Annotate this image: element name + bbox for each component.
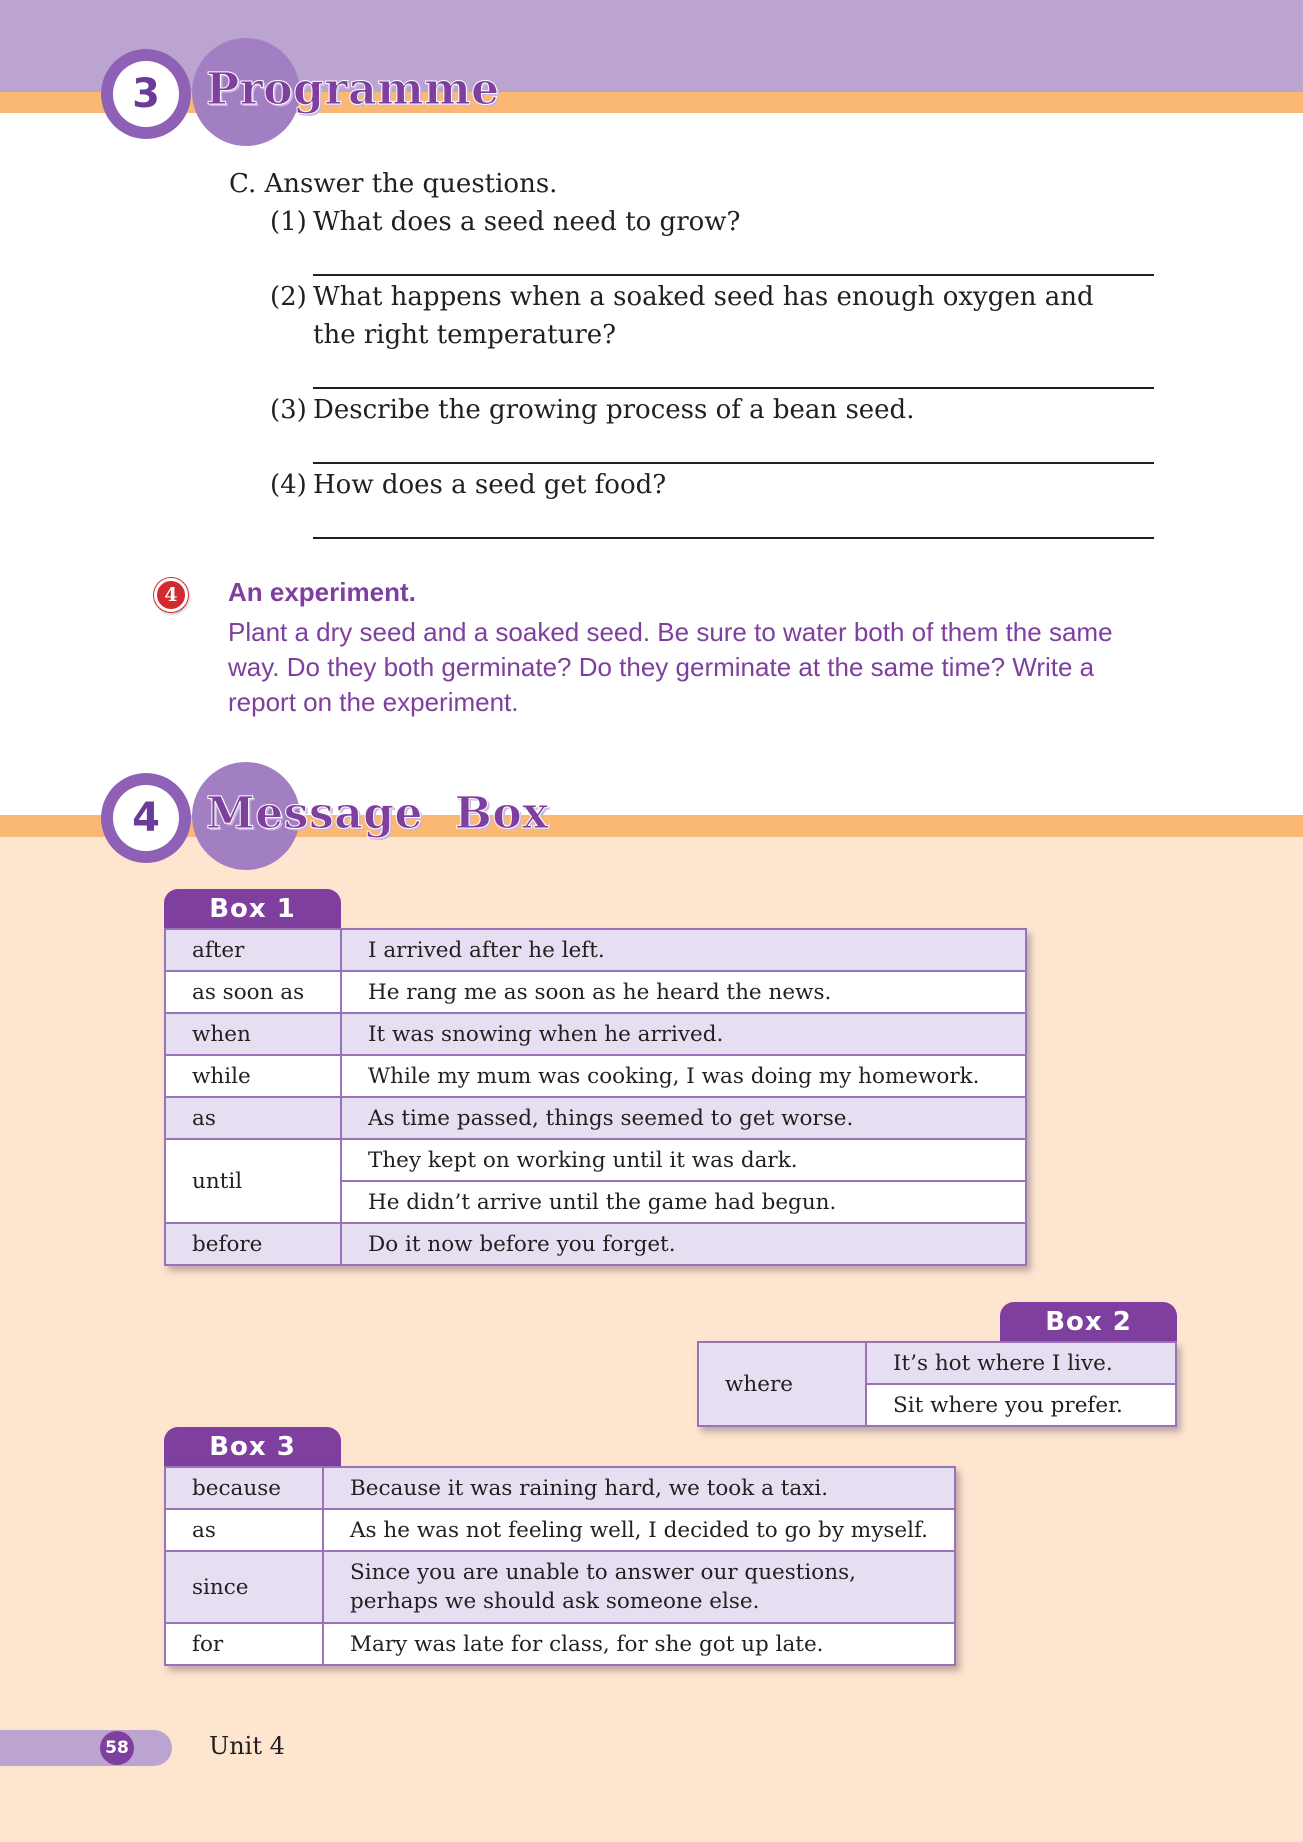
section-number: 4 xyxy=(113,785,179,851)
example-sentence: As he was not feeling well, I decided to go by myself. xyxy=(323,1509,955,1551)
section-number: 3 xyxy=(113,61,179,127)
box-3-table xyxy=(164,1466,956,1666)
question-number: (1) xyxy=(270,207,307,237)
question-number: (4) xyxy=(270,470,307,500)
answer-line xyxy=(313,387,1154,389)
example-sentence: As time passed, things seemed to get worse. xyxy=(341,1097,1026,1139)
example-sentence: Sit where you prefer. xyxy=(866,1384,1176,1426)
conjunction: while xyxy=(165,1055,341,1097)
example-sentence: Because it was raining hard, we took a taxi. xyxy=(323,1467,955,1509)
section-number-badge xyxy=(101,49,191,139)
question-text: Describe the growing process of a bean seed. xyxy=(313,395,915,425)
table-row xyxy=(165,971,1026,1013)
question-number: (2) xyxy=(270,282,307,312)
section-number-badge xyxy=(101,773,191,863)
box-2-table xyxy=(697,1341,1177,1427)
example-sentence: While my mum was cooking, I was doing my homework. xyxy=(341,1055,1026,1097)
footer-tab xyxy=(0,1730,172,1766)
conjunction: for xyxy=(165,1623,323,1665)
table-row xyxy=(165,1097,1026,1139)
conjunction: as soon as xyxy=(165,971,341,1013)
table-row xyxy=(698,1342,1176,1384)
table-row xyxy=(165,1013,1026,1055)
conjunction: as xyxy=(165,1509,323,1551)
question-text-continued: the right temperature? xyxy=(313,320,617,350)
conjunction: since xyxy=(165,1551,323,1623)
table-row xyxy=(165,929,1026,971)
activity-number-badge: 4 xyxy=(154,578,188,612)
example-sentence: They kept on working until it was dark. xyxy=(341,1139,1026,1181)
table-row xyxy=(165,1509,955,1551)
box-1-label: Box 1 xyxy=(164,889,341,929)
example-sentence: It’s hot where I live. xyxy=(866,1342,1176,1384)
table-row xyxy=(165,1551,955,1623)
table-row xyxy=(165,1139,1026,1181)
example-sentence: Mary was late for class, for she got up late. xyxy=(323,1623,955,1665)
unit-label: Unit 4 xyxy=(209,1732,285,1760)
question-text: How does a seed get food? xyxy=(313,470,667,500)
conjunction: after xyxy=(165,929,341,971)
answer-line xyxy=(313,462,1154,464)
example-sentence: He rang me as soon as he heard the news. xyxy=(341,971,1026,1013)
box-2-label: Box 2 xyxy=(1000,1302,1177,1342)
box-3-label: Box 3 xyxy=(164,1427,341,1467)
section-title: Message Box xyxy=(206,788,549,839)
example-sentence: Since you are unable to answer our questions, perhaps we should ask someone else. xyxy=(323,1551,955,1623)
question-text: What does a seed need to grow? xyxy=(313,207,741,237)
answer-line xyxy=(313,274,1154,276)
question-text: What happens when a soaked seed has enough oxygen and xyxy=(313,282,1094,312)
table-row xyxy=(165,1055,1026,1097)
activity-title: An experiment. xyxy=(228,577,416,607)
table-row xyxy=(165,1467,955,1509)
table-row xyxy=(165,1223,1026,1265)
box-1-table xyxy=(164,928,1027,1266)
example-sentence: I arrived after he left. xyxy=(341,929,1026,971)
conjunction: as xyxy=(165,1097,341,1139)
question-number: (3) xyxy=(270,395,307,425)
conjunction: when xyxy=(165,1013,341,1055)
activity-instructions: Plant a dry seed and a soaked seed. Be sure to water both of them the same way. Do they both germinate? Do they germinate at the same time? Write a report on the experiment. xyxy=(228,617,1113,717)
example-sentence: Do it now before you forget. xyxy=(341,1223,1026,1265)
page-number: 58 xyxy=(100,1731,134,1765)
conjunction: because xyxy=(165,1467,323,1509)
conjunction: until xyxy=(165,1139,341,1223)
conjunction: before xyxy=(165,1223,341,1265)
conjunction: where xyxy=(698,1342,866,1426)
example-sentence: It was snowing when he arrived. xyxy=(341,1013,1026,1055)
example-sentence: He didn’t arrive until the game had begun. xyxy=(341,1181,1026,1223)
section-title: Programme xyxy=(206,64,500,115)
exercise-instruction: C. Answer the questions. xyxy=(229,169,558,199)
answer-line xyxy=(313,537,1154,539)
table-row xyxy=(165,1623,955,1665)
